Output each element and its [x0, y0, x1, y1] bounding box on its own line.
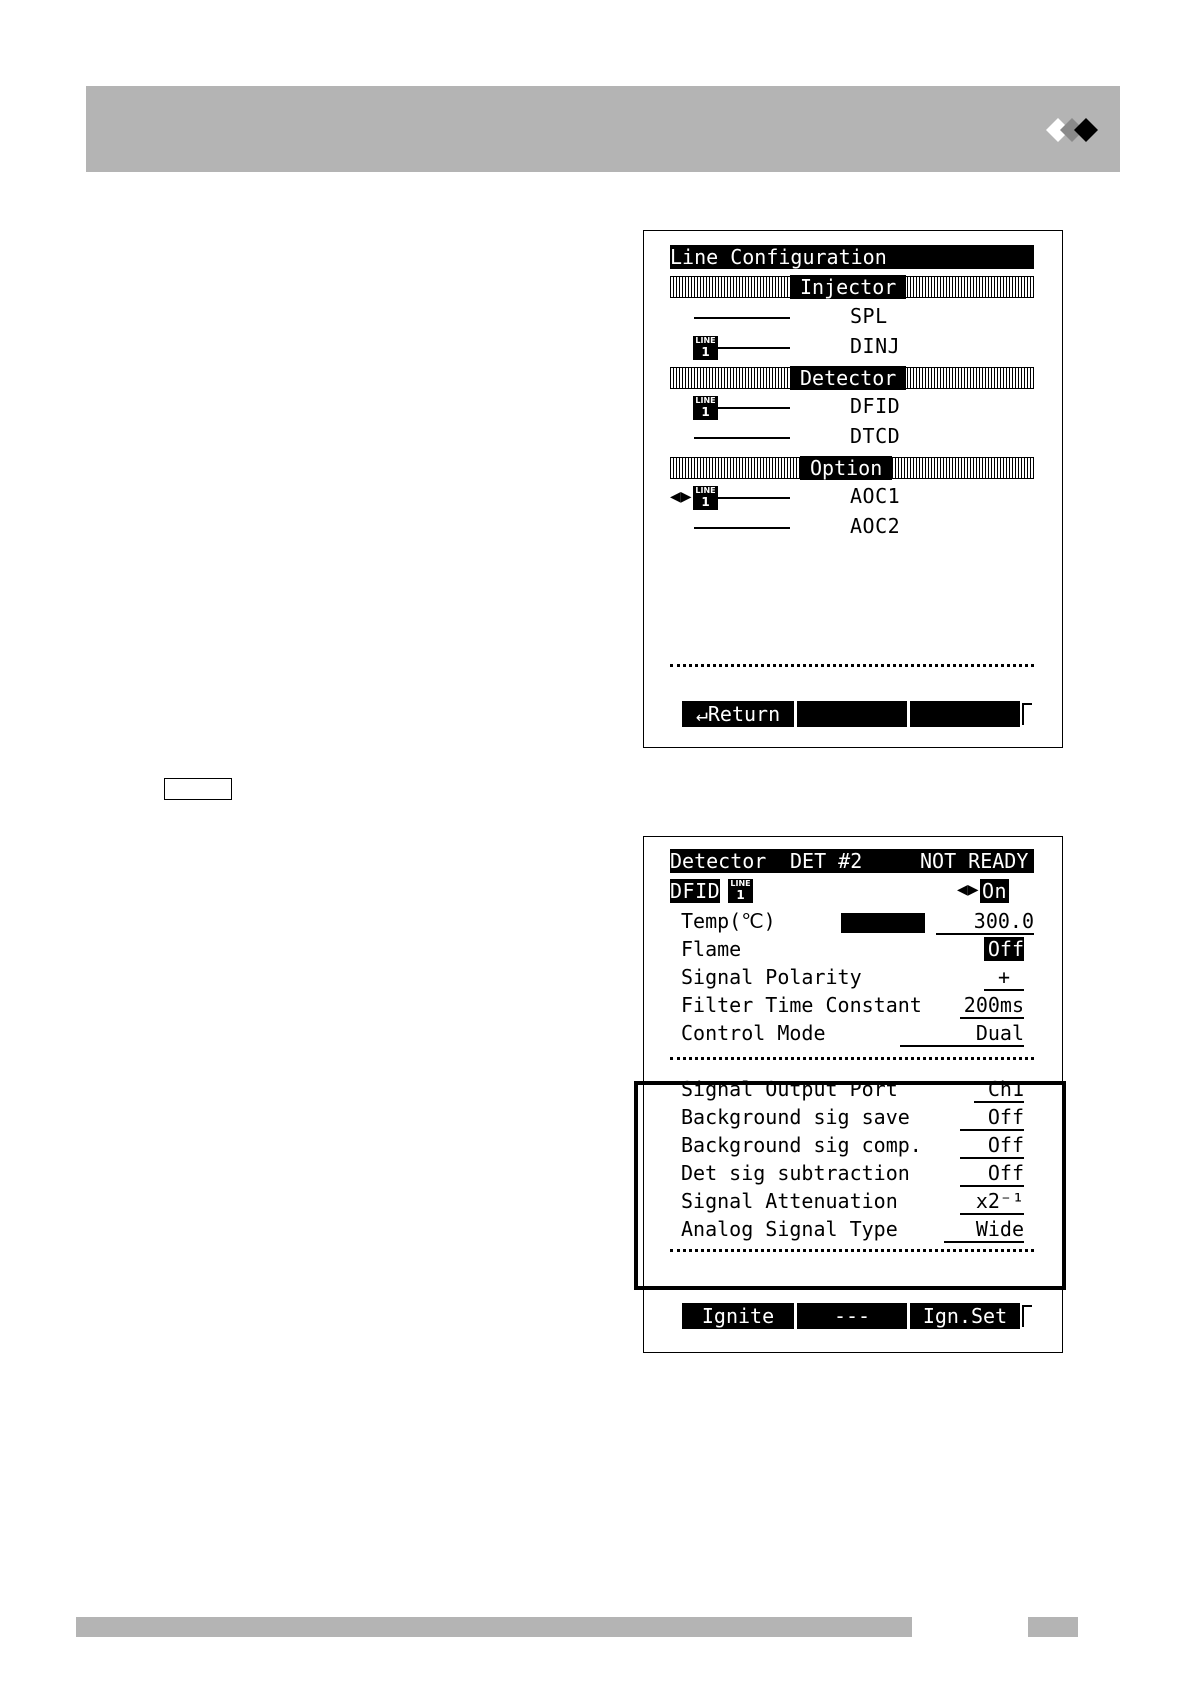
line-rule	[694, 317, 790, 319]
field-underline	[900, 1045, 1024, 1047]
signal-attenuation-field[interactable]: x2⁻¹	[975, 1189, 1024, 1213]
ignition-settings-softkey[interactable]: Ign.Set	[910, 1303, 1020, 1329]
param-label-background-sig-comp: Background sig comp.	[681, 1133, 922, 1157]
line-rule	[718, 407, 790, 409]
config-item-name: DFID	[850, 394, 901, 418]
param-label-flame: Flame	[681, 937, 742, 961]
footer-page-block	[1028, 1617, 1078, 1637]
line-rule	[718, 497, 790, 499]
config-item-name: AOC2	[850, 514, 901, 538]
signal-output-port-field[interactable]: Ch1	[987, 1077, 1024, 1101]
param-label-background-sig-save: Background sig save	[681, 1105, 910, 1129]
background-sig-comp-field[interactable]: Off	[987, 1133, 1024, 1157]
line1-badge-icon: LINE 1	[693, 396, 718, 420]
return-softkey[interactable]: ↵Return	[682, 701, 794, 727]
flame-field[interactable]: Off	[984, 937, 1024, 961]
temperature-indicator	[841, 913, 925, 933]
footer-bar	[76, 1617, 912, 1637]
config-item-name: DINJ	[850, 334, 901, 358]
field-underline	[984, 989, 1024, 991]
det-sig-subtraction-field[interactable]: Off	[987, 1161, 1024, 1185]
section-header-detector	[670, 367, 1034, 389]
line1-badge-icon: LINE 1	[693, 486, 718, 510]
param-label-analog-signal-type: Analog Signal Type	[681, 1217, 898, 1241]
field-underline	[960, 1017, 1024, 1019]
detector-power-toggle[interactable]: On	[982, 879, 1008, 903]
line-rule	[694, 527, 790, 529]
config-item-name: AOC1	[850, 484, 901, 508]
page-header-band	[86, 86, 1120, 172]
key-placeholder-box	[164, 778, 232, 800]
softkey-bar	[682, 1303, 1032, 1329]
param-label-signal-attenuation: Signal Attenuation	[681, 1189, 898, 1213]
section-label: Option	[800, 456, 892, 480]
diamond-arrows-icon	[1046, 114, 1104, 146]
param-label-control-mode: Control Mode	[681, 1021, 826, 1045]
line-rule	[718, 347, 790, 349]
param-label-det-sig-subtraction: Det sig subtraction	[681, 1161, 910, 1185]
field-underline	[936, 933, 1034, 935]
softkey-3[interactable]	[910, 701, 1020, 727]
page-flag-icon	[1022, 703, 1032, 725]
softkey-2[interactable]	[797, 701, 907, 727]
left-right-arrow-icon: ◀▶	[957, 882, 979, 898]
section-header-option	[670, 457, 1034, 479]
screen-title-bar	[670, 245, 1034, 269]
config-item-name: DTCD	[850, 424, 901, 448]
temperature-field[interactable]: 300.0	[973, 909, 1034, 933]
ignite-softkey[interactable]: Ignite	[682, 1303, 794, 1329]
line1-badge-icon: LINE 1	[728, 879, 753, 903]
line1-badge-icon: LINE 1	[693, 336, 718, 360]
line-configuration-screen	[643, 230, 1063, 748]
left-right-arrow-icon: ◀▶	[670, 489, 692, 505]
param-label-signal-output-port: Signal Output Port	[681, 1077, 898, 1101]
param-label-temp: Temp(℃)	[681, 909, 776, 933]
signal-polarity-field[interactable]: +	[997, 965, 1011, 989]
control-mode-field[interactable]: Dual	[975, 1021, 1024, 1045]
param-label-signal-polarity: Signal Polarity	[681, 965, 862, 989]
detector-number: DET #2	[790, 849, 863, 873]
screen-title: Detector	[670, 849, 767, 873]
line-rule	[694, 437, 790, 439]
softkey-bar	[682, 701, 1032, 727]
screen-title: Line Configuration	[670, 245, 887, 269]
detector-name: DFID	[670, 879, 721, 903]
screen-title-bar	[670, 849, 1034, 873]
section-label: Injector	[790, 275, 906, 299]
dotted-separator	[670, 1057, 1034, 1060]
background-sig-save-field[interactable]: Off	[987, 1105, 1024, 1129]
dotted-separator	[670, 664, 1034, 667]
analog-signal-type-field[interactable]: Wide	[975, 1217, 1024, 1241]
section-header-injector	[670, 276, 1034, 298]
status-text: NOT READY	[920, 849, 1029, 873]
blank-softkey[interactable]: ---	[797, 1303, 907, 1329]
page-flag-icon	[1022, 1305, 1032, 1327]
filter-time-constant-field[interactable]: 200ms	[963, 993, 1024, 1017]
param-label-filter-time-constant: Filter Time Constant	[681, 993, 922, 1017]
signal-settings-highlight-frame	[634, 1081, 1066, 1290]
config-item-name: SPL	[850, 304, 888, 328]
section-label: Detector	[790, 366, 906, 390]
